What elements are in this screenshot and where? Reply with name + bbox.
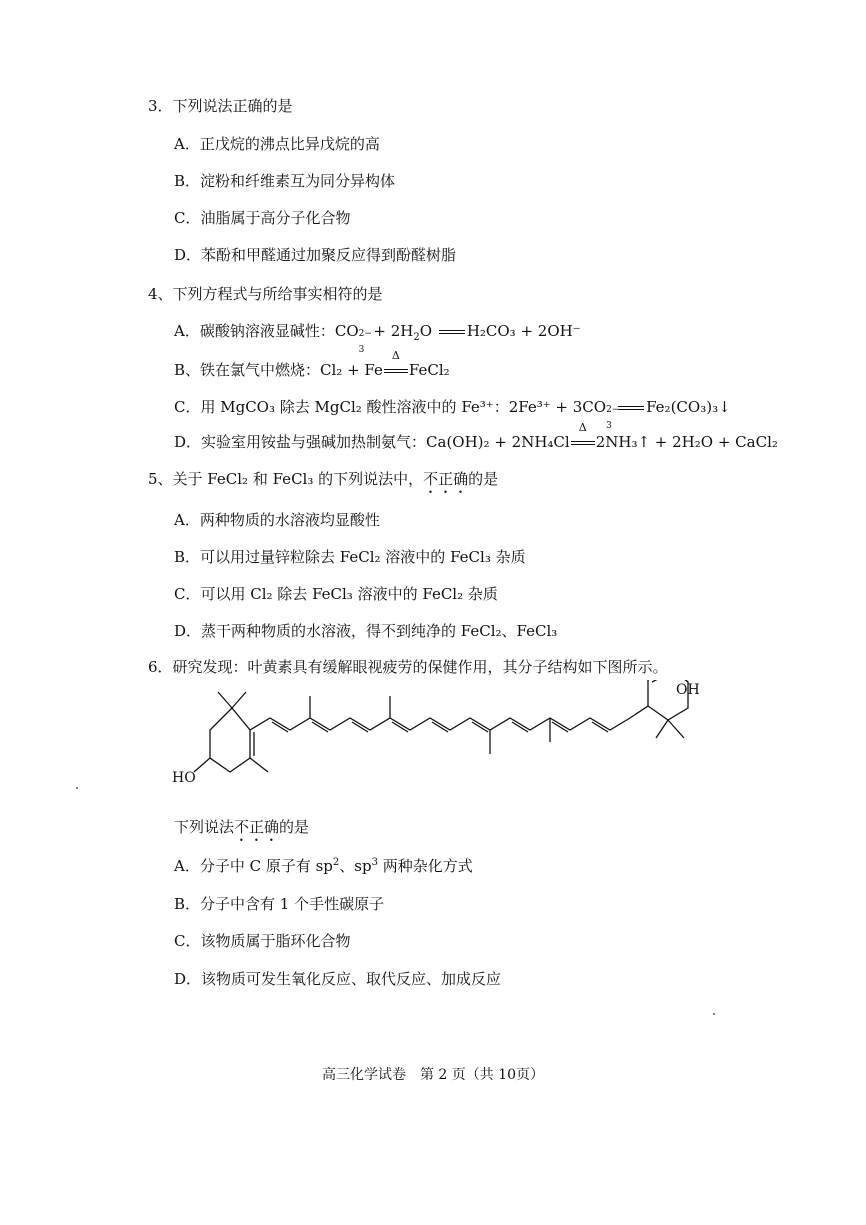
q4-b-heating-condition (383, 349, 409, 380)
q5-option-d: D．蒸干两种物质的水溶液，得不到纯净的 FeCl₂、FeCl₃ (174, 622, 558, 640)
q4-option-d (174, 421, 778, 452)
q4-b-label: B、铁在氯气中燃烧： (174, 361, 321, 379)
q4-stem: 4、下列方程式与所给事实相符的是 (148, 285, 383, 303)
q3-option-d: D．苯酚和甲醛通过加聚反应得到酚醛树脂 (174, 246, 457, 264)
left-methyl-1 (218, 692, 232, 708)
q4-c-ion-sub: 3 (606, 421, 612, 431)
scan-speck (713, 1013, 715, 1015)
q4-b-rhs: FeCl₂ (408, 361, 450, 379)
right-ring-double-bond (652, 680, 668, 682)
q4-a-lhs-1: CO (334, 322, 359, 340)
q4-a-lhs-sub2: 2 (413, 332, 420, 343)
q4-c-ion-sup: 2− (606, 405, 620, 415)
q4-c-lhs-1: 2Fe³⁺ + 3CO (508, 398, 607, 416)
q6-a-post: 两种杂化方式 (377, 857, 473, 875)
q5-option-a: A．两种物质的水溶液均显酸性 (174, 511, 380, 529)
q6-sub-pre: 下列说法 (174, 818, 235, 836)
right-oh-label: OH (676, 682, 700, 698)
polyene-chain (250, 718, 630, 730)
q3-stem: 3．下列说法正确的是 (148, 97, 293, 115)
q4-a-lhs-2: + 2H (368, 322, 414, 340)
q4-c-label: C．用 MgCO₃ 除去 MgCl₂ 酸性溶液中的 Fe³⁺： (174, 398, 509, 416)
left-ring-methyl (250, 758, 268, 772)
q4-d-heating-condition (570, 421, 596, 452)
q5-stem-emphasis: 不正确 (423, 470, 469, 488)
q6-a-sup1: 2 (332, 857, 340, 868)
q5-option-b: B．可以用过量锌粒除去 FeCl₂ 溶液中的 FeCl₃ 杂质 (174, 548, 526, 566)
q5-stem-post: 的是 (468, 470, 499, 488)
q4-a-lhs-3: O (419, 322, 437, 340)
q6-option-c: C．该物质属于脂环化合物 (174, 932, 351, 950)
q4-d-lhs: Ca(OH)₂ + 2NH₄Cl (426, 433, 570, 451)
q6-a-mid: 、sp (339, 857, 372, 875)
page-footer: 高三化学试卷 第 2 页（共 10页） (321, 1067, 545, 1083)
q3-option-a: A．正戊烷的沸点比异戊烷的高 (174, 135, 380, 153)
q6-a-sup2: 3 (371, 857, 378, 868)
q4-d-label: D．实验室用铵盐与强碱加热制氨气： (174, 433, 427, 451)
q6-stem: 6．研究发现：叶黄素具有缓解眼视疲劳的保健作用，其分子结构如下图所示。 (148, 658, 668, 676)
q6-option-a (174, 856, 473, 876)
q4-d-equals-bar (571, 441, 595, 445)
q6-a-pre: A．分子中 C 原子有 sp (174, 857, 333, 875)
q4-c-rhs: Fe₂(CO₃)₃↓ (646, 398, 731, 416)
q5-stem (148, 469, 498, 497)
left-ring (210, 708, 250, 772)
right-methyl-2 (668, 720, 684, 738)
q4-b-delta: Δ (391, 349, 400, 362)
left-ho-bond (194, 758, 210, 772)
q4-a-equals-sign (439, 330, 465, 334)
q4-a-rhs: H₂CO₃ + 2OH⁻ (466, 322, 581, 340)
q4-option-a (174, 321, 581, 355)
q4-a-label: A．碳酸钠溶液显碱性： (174, 322, 335, 340)
lutein-structure-diagram (170, 680, 730, 790)
q3-option-c: C．油脂属于高分子化合物 (174, 209, 351, 227)
q6-sub-stem (174, 817, 309, 845)
q5-stem-pre: 5、关于 FeCl₂ 和 FeCl₃ 的下列说法中， (148, 470, 424, 488)
q3-option-b: B．淀粉和纤维素互为同分异构体 (174, 172, 396, 190)
right-ring-link (630, 680, 668, 718)
q4-a-ion-sup: 2− (358, 329, 372, 339)
q6-option-b: B．分子中含有 1 个手性碳原子 (174, 895, 385, 913)
right-methyl-1 (656, 720, 668, 738)
left-methyl-2 (232, 692, 246, 708)
q4-a-ion-sub: 3 (358, 345, 365, 355)
q5-option-c: C．可以用 Cl₂ 除去 FeCl₃ 溶液中的 FeCl₂ 杂质 (174, 585, 498, 603)
q4-option-b (174, 349, 450, 380)
scan-speck (76, 787, 78, 789)
q4-option-c (174, 397, 731, 431)
q4-d-delta: Δ (578, 421, 587, 434)
q4-b-lhs: Cl₂ + Fe (320, 361, 383, 379)
q6-option-d: D．该物质可发生氧化反应、取代反应、加成反应 (174, 970, 502, 988)
q4-c-equals-sign (618, 406, 644, 410)
left-ho-label: HO (172, 770, 196, 786)
q6-sub-post: 的是 (279, 818, 310, 836)
q4-b-equals-bar (384, 369, 408, 373)
lutein-bonds (194, 680, 688, 772)
q6-sub-emphasis: 不正确 (234, 818, 280, 836)
q4-d-rhs: 2NH₃↑ + 2H₂O + CaCl₂ (595, 433, 778, 451)
